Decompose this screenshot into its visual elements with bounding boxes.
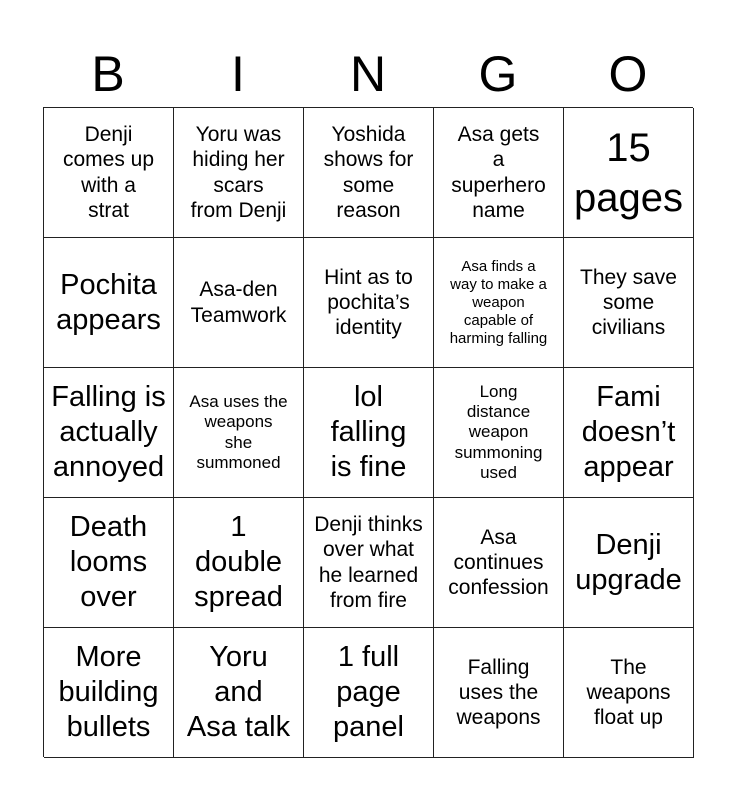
cell-text: Yoshida shows for some reason xyxy=(323,123,414,222)
bingo-cell-r5c3[interactable] xyxy=(304,628,434,758)
cell-text: Fami doesn’t appear xyxy=(581,381,676,483)
bingo-cell-r1c3[interactable] xyxy=(304,108,434,238)
bingo-cell-r4c5[interactable] xyxy=(564,498,694,628)
cell-text: Asa finds a way to make a weapon capable of harming falling xyxy=(449,257,548,347)
title-letter-b: B xyxy=(91,46,125,102)
bingo-cell-r4c1[interactable] xyxy=(44,498,174,628)
bingo-cell-r5c5[interactable] xyxy=(564,628,694,758)
cell-text: They save some civilians xyxy=(580,265,677,340)
bingo-cell-r5c2[interactable] xyxy=(174,628,304,758)
cell-text: Asa continues confession xyxy=(448,525,549,600)
bingo-cell-r2c1[interactable] xyxy=(44,238,174,368)
bingo-cell-r3c4[interactable] xyxy=(434,368,564,498)
cell-text: Denji comes up with a strat xyxy=(62,123,155,222)
cell-text: Long distance weapon summoning used xyxy=(454,381,543,483)
cell-text: Yoru and Asa talk xyxy=(186,641,291,743)
cell-text: 1 full page panel xyxy=(333,641,404,743)
bingo-cell-r5c4[interactable] xyxy=(434,628,564,758)
bingo-cell-r3c1[interactable] xyxy=(44,368,174,498)
cell-text: Hint as to pochita’s identity xyxy=(324,265,413,340)
title-letter-o: O xyxy=(608,46,648,102)
bingo-cell-r5c1[interactable] xyxy=(44,628,174,758)
cell-text: Asa uses the weapons she summoned xyxy=(189,391,288,472)
bingo-title xyxy=(43,40,693,108)
cell-text: More building bullets xyxy=(58,641,159,743)
cell-text: lol falling is fine xyxy=(330,381,407,483)
cell-text: The weapons float up xyxy=(586,655,671,730)
cell-text: Denji thinks over what he learned from fire xyxy=(314,513,423,612)
bingo-cell-r3c3[interactable] xyxy=(304,368,434,498)
title-letter-n: N xyxy=(349,46,387,102)
cell-text: 15 pages xyxy=(574,125,683,220)
cell-text: Denji upgrade xyxy=(575,528,682,596)
bingo-cell-r1c5[interactable] xyxy=(564,108,694,238)
bingo-cell-r1c1[interactable] xyxy=(44,108,174,238)
title-letter-g: G xyxy=(478,46,518,102)
cell-text: Pochita appears xyxy=(56,268,161,336)
bingo-cell-r2c2[interactable] xyxy=(174,238,304,368)
cell-text: Death looms over xyxy=(69,511,148,613)
cell-text: 1 double spread xyxy=(194,511,283,613)
bingo-cell-r4c4[interactable] xyxy=(434,498,564,628)
cell-text: Asa gets a superhero name xyxy=(451,123,546,222)
bingo-cell-r4c3[interactable] xyxy=(304,498,434,628)
bingo-cell-r1c4[interactable] xyxy=(434,108,564,238)
cell-text: Yoru was hiding her scars from Denji xyxy=(190,123,287,222)
bingo-cell-r2c3[interactable] xyxy=(304,238,434,368)
cell-text: Asa-den Teamwork xyxy=(190,278,287,327)
cell-text: Falling is actually annoyed xyxy=(51,381,166,483)
bingo-cell-r2c5[interactable] xyxy=(564,238,694,368)
bingo-cell-r2c4[interactable] xyxy=(434,238,564,368)
bingo-cell-r1c2[interactable] xyxy=(174,108,304,238)
cell-text: Falling uses the weapons xyxy=(456,655,541,730)
bingo-cell-r3c2[interactable] xyxy=(174,368,304,498)
bingo-card-grid xyxy=(43,107,693,757)
bingo-cell-r4c2[interactable] xyxy=(174,498,304,628)
bingo-cell-r3c5[interactable] xyxy=(564,368,694,498)
title-letter-i: I xyxy=(231,46,245,102)
